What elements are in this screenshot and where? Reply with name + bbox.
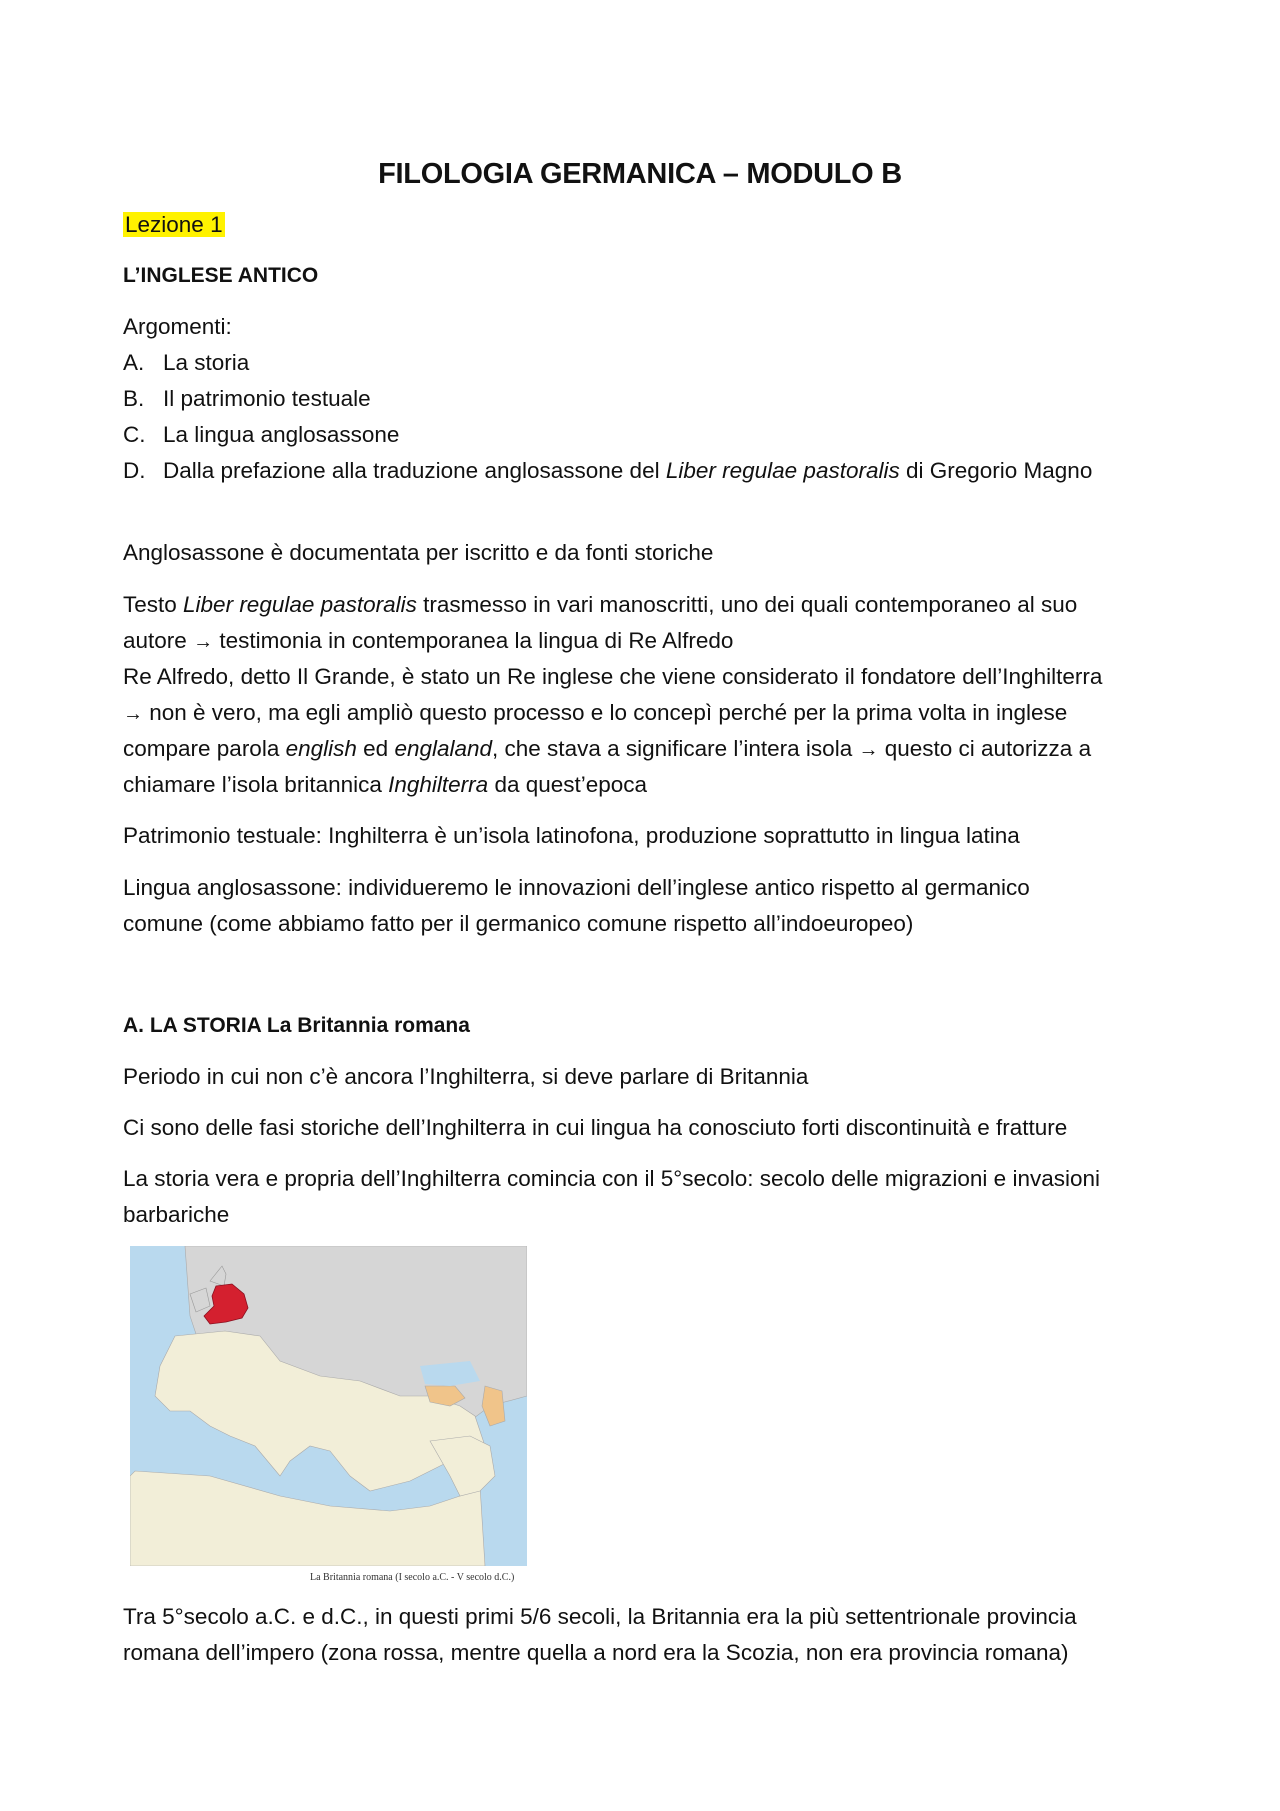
paragraph-line: → non è vero, ma egli ampliò questo processo e lo concepì perché per la prima volta in inglese [123,700,1068,725]
lesson-label [123,207,225,243]
topic-item [123,417,399,453]
arrow-icon: → [193,631,214,653]
paragraph-line: Lingua anglosassone: individueremo le innovazioni dell’inglese antico rispetto al germanico [123,875,1030,900]
paragraph-line: La storia vera e propria dell’Inghilterra comincia con il 5°secolo: secolo delle migrazioni e invasioni [123,1166,1100,1191]
topic-letter: C. [123,422,146,447]
paragraph-line: Testo Liber regulae pastoralis trasmesso in vari manoscritti, uno dei quali contemporaneo al suo [123,592,1078,617]
roman-britain-map [130,1246,527,1566]
section-heading-storia: A. LA STORIA La Britannia romana [123,1014,470,1037]
topic-text: di Gregorio Magno [899,458,1093,483]
paragraph-line: barbariche [123,1202,230,1227]
italic-title: Liber regulae pastoralis [183,592,417,617]
arrow-icon: → [123,703,143,725]
topic-text: La storia [163,350,250,375]
topic-letter: A. [123,350,145,375]
arrow-icon: → [858,739,879,761]
section-heading-inglese-antico: L’INGLESE ANTICO [123,264,319,287]
topic-text-italic: Liber regulae pastoralis [665,458,900,483]
topic-letter: D. [123,458,146,483]
paragraph-line: autore → testimonia in contemporanea la lingua di Re Alfredo [123,628,734,653]
paragraph-line: comune (come abbiamo fatto per il germanico comune rispetto all’indoeuropeo) [123,911,914,936]
paragraph-line: compare parola english ed englaland, che stava a significare l’intera isola → questo ci autorizza a [123,736,1092,761]
paragraph-line: romana dell’impero (zona rossa, mentre quella a nord era la Scozia, non era provincia romana) [123,1640,1069,1665]
topic-item [123,345,249,381]
map-caption: La Britannia romana (I secolo a.C. - V secolo d.C.) [310,1572,515,1583]
paragraph: Anglosassone è documentata per iscritto e da fonti storiche [123,540,714,565]
topic-item [123,381,371,417]
topics-label: Argomenti: [123,314,232,339]
topic-text: Il patrimonio testuale [163,386,371,411]
topic-letter: B. [123,386,145,411]
paragraph: Ci sono delle fasi storiche dell’Inghilterra in cui lingua ha conosciuto forti discontinuità e fratture [123,1115,1068,1140]
topic-text: La lingua anglosassone [163,422,400,447]
paragraph: Patrimonio testuale: Inghilterra è un’isola latinofona, produzione soprattutto in lingua latina [123,823,1020,848]
paragraph-line: Re Alfredo, detto Il Grande, è stato un Re inglese che viene considerato il fondatore dell’Inghilterra [123,664,1103,689]
document-title: FILOLOGIA GERMANICA – MODULO B [378,158,902,190]
paragraph-line: chiamare l’isola britannica Inghilterra da quest’epoca [123,772,648,797]
paragraph-line: Tra 5°secolo a.C. e d.C., in questi primi 5/6 secoli, la Britannia era la più settentrionale provincia [123,1604,1077,1629]
paragraph: Periodo in cui non c’è ancora l’Inghilterra, si deve parlare di Britannia [123,1064,809,1089]
lesson-highlight: Lezione 1 [125,212,223,237]
topic-text: Dalla prefazione alla traduzione anglosassone del [163,458,666,483]
topic-item [123,453,1092,489]
